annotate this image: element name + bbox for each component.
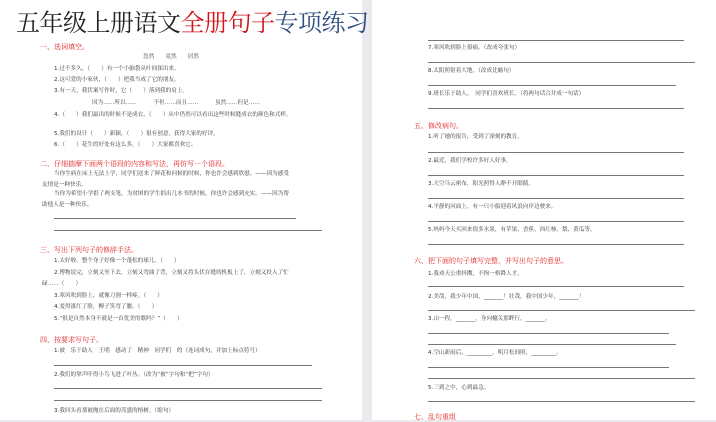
answer-line[interactable] (54, 365, 312, 366)
answer-line[interactable] (428, 401, 695, 402)
answer-line[interactable] (428, 40, 684, 41)
section-heading: 四、按要求写句子。 (40, 336, 103, 344)
word-choices: 忽然 竟然 居然 (143, 54, 199, 60)
page-right (372, 0, 716, 420)
list-item: 3.天空乌云密布，阳光照得人睁不开眼睛。 (428, 181, 535, 187)
answer-line[interactable] (428, 344, 676, 345)
answer-line[interactable] (428, 367, 669, 368)
answer-line[interactable] (54, 218, 296, 219)
answer-line[interactable] (428, 108, 684, 109)
list-item: 5.我们的设计（ ）新颖，（ ）很有创意，获得大家的好评。 (54, 131, 219, 137)
list-item: 1.太好啦，整个身子好像一个蓬松的球儿。（ ） (54, 258, 180, 264)
connective-choices: 因为……所以…… 不但……而且…… 虽然……但是…… (92, 100, 260, 106)
list-item: 1.被 乐于助人 王明 感动了 精神 同学们 的（连词成句，并加上标点符号） (54, 348, 261, 354)
answer-line[interactable] (428, 378, 695, 379)
answer-line[interactable] (428, 85, 676, 86)
list-item: 8.太阳照射着大地。（改成比喻句） (428, 68, 515, 74)
paragraph-line: 助他人是一种快乐。 (42, 202, 93, 208)
title-part3: 专项练习 (274, 9, 369, 37)
section-heading: 一、选词填空。 (40, 43, 89, 51)
list-item: 9.班长乐于助人。 同学们喜欢班长。（将两句话合并成一句话） (428, 91, 585, 97)
list-item: 3.山一程，_______，身向榆关那畔行，_______。 (428, 316, 551, 322)
answer-line[interactable] (428, 175, 684, 176)
list-item: 2.美哉，我少年中国，_______！壮哉，我中国少年，_______！ (428, 294, 585, 300)
section-heading: 七、乱句重组 (414, 413, 456, 421)
list-item: 5.“很是自然本身不就是一首优美的歌吗？”（ ） (54, 316, 183, 322)
section-heading: 六、把下面的句子填写完整，并写出句子的意思。 (414, 257, 568, 265)
list-item: 碌……（ ） (42, 281, 82, 287)
list-item: 2.最近，我们学校许多好人好事。 (428, 158, 512, 164)
answer-line[interactable] (54, 400, 322, 401)
answer-line[interactable] (428, 62, 695, 63)
paragraph-line: 当你生病在床上无法上学，同学们送来了鲜花和问候的时候，你也许会感到欣慰。——因为感受 (54, 171, 289, 177)
list-item: 4.空山新雨后，_________，明月松间照，_________。 (428, 350, 562, 356)
answer-line[interactable] (428, 221, 684, 222)
answer-line[interactable] (54, 230, 322, 231)
list-item: 4.平静的河面上，有一只小船迎着风浪向岸边驶来。 (428, 204, 557, 210)
answer-line[interactable] (428, 333, 669, 334)
list-item: 2.这可爱的小家伙，（ ）把我当成了它的朋友。 (54, 77, 180, 83)
paragraph-line: 友情是一种快乐。 (42, 182, 87, 188)
list-item: 5.三到之中，心到最急。 (428, 385, 490, 391)
answer-line[interactable] (54, 388, 322, 389)
paragraph-line: 当你为希望小学捐了两支笔，为贫困的学生捐出几本书的时候，你也许会感到充实。——因为帮 (54, 191, 289, 197)
section-heading: 二、仔细揣摩下面两个语段的内容和写法，再仿写一个语段。 (40, 160, 229, 168)
list-item: 4.（ ）我们最出的时候不是成衣，（ ）从中仍然可以看出这些时候缝成衣的颜色和式样。 (54, 112, 292, 118)
list-item: 3.我回头看那被抛在后面的茂盛的榕树。（缩句） (54, 408, 175, 414)
list-item: 1.我劝天公重抖擞，不拘一格降人才。 (428, 271, 523, 277)
title-part1: 五年级上册语文 (16, 9, 181, 37)
title-part2: 全册句子 (180, 9, 275, 37)
list-item: 3.寒风吹到脸上，就像刀割一样疼。（ ） (54, 293, 163, 299)
answer-line[interactable] (428, 286, 684, 287)
answer-line[interactable] (428, 152, 684, 153)
answer-line[interactable] (428, 198, 684, 199)
section-heading: 三、写出下列句子的修辞手法。 (40, 246, 138, 254)
section-heading: 五、修改病句。 (414, 122, 463, 130)
list-item: 4.羞得涨红了脸，柳子笑弯了腰。（ ） (54, 304, 158, 310)
document-title (16, 8, 369, 38)
list-item: 3.有一天，我伏案写作时，它（ ）落到我的肩上。 (54, 88, 188, 94)
list-item: 1.听了她的报告，受到了深刻的教育。 (428, 134, 523, 140)
answer-line[interactable] (428, 244, 684, 245)
answer-line[interactable] (428, 310, 695, 311)
list-item: 2.我们的掌声吓得小鸟飞进了叶丛。（改为“被”字句和“把”字句） (54, 372, 214, 378)
list-item: 6.（ ）花生的好处有这么多，（ ）大家都喜欢它。 (54, 142, 197, 148)
list-item: 7.寒风吹到脸上很痛。（改成夸张句） (428, 45, 521, 51)
list-item: 5.妈妈今天买回来很多水果，有苹果、香蕉、西红柿、梨、黄瓜等。 (428, 227, 596, 233)
list-item: 1.过不多久，（ ）有一个小脑袋从叶间探出来。 (54, 66, 180, 72)
list-item: 2.博物说完，立刻又坐下去，立刻又弯曲了背，立刻又将头伏在缝纫机板上了，立刻又投入了忙 (54, 270, 289, 276)
